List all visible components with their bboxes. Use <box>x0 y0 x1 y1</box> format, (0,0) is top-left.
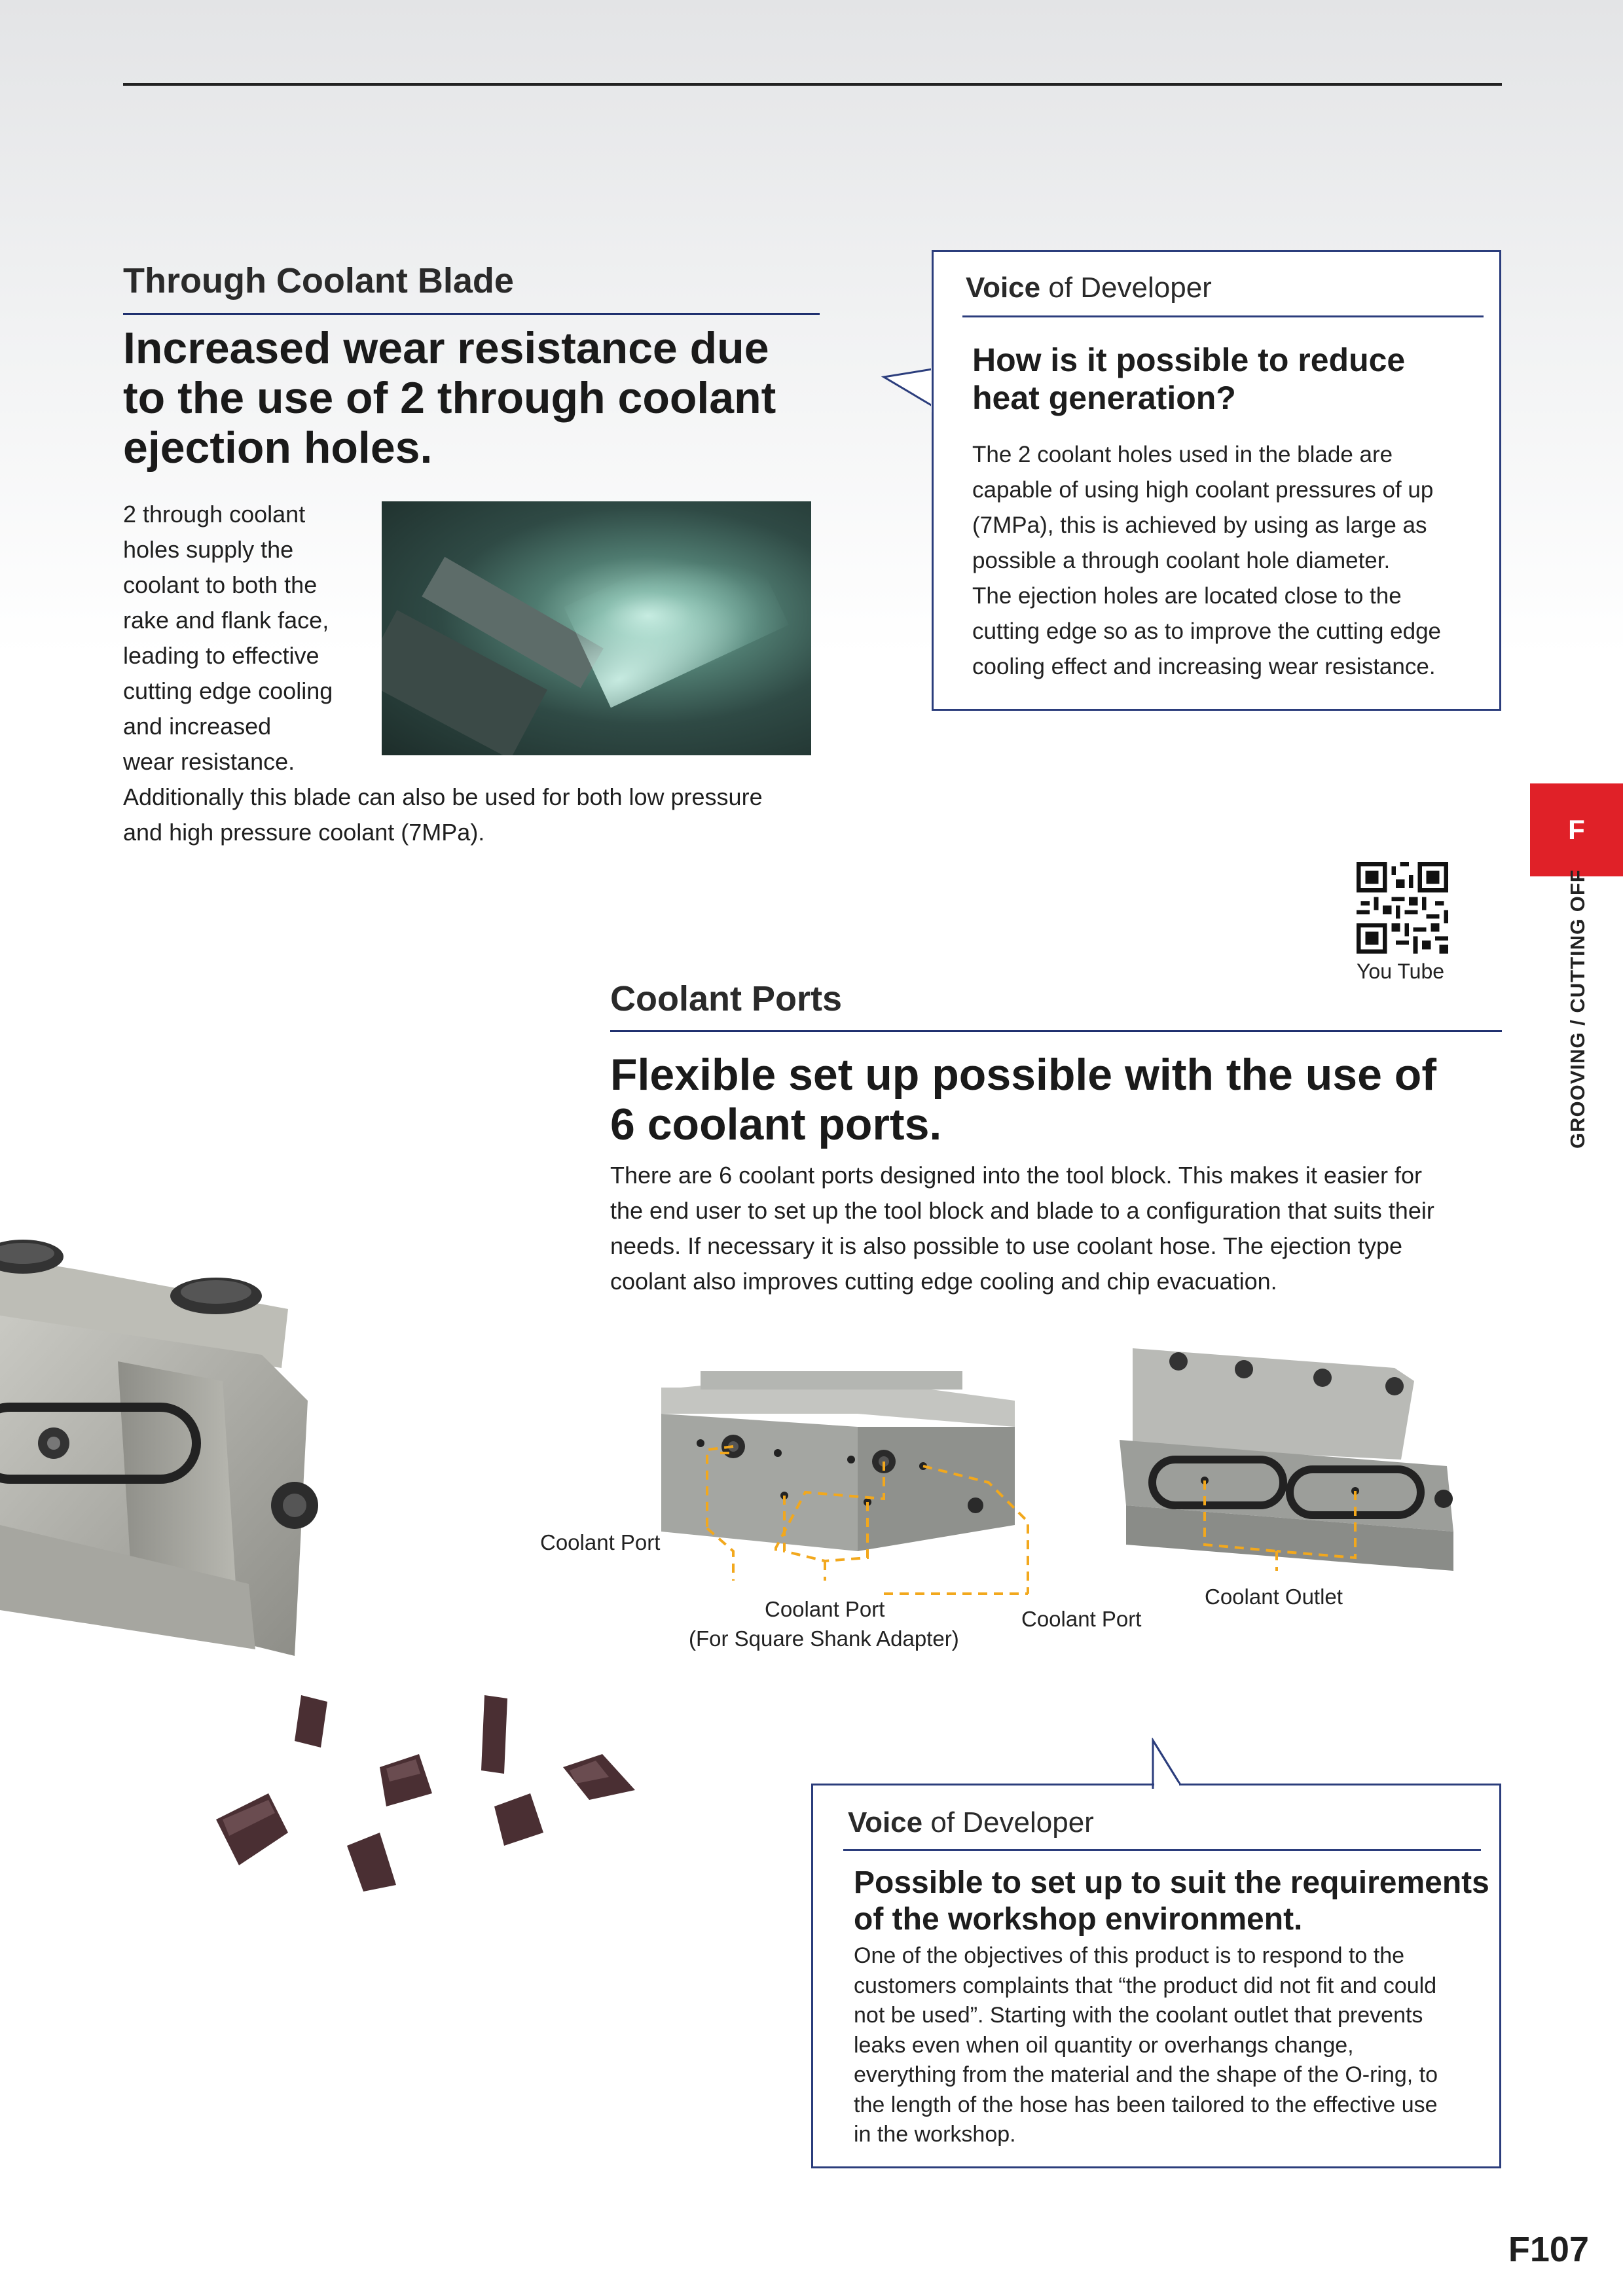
page-number: F107 <box>1508 2230 1589 2269</box>
answer-line: cutting edge so as to improve the cutting edge <box>972 619 1442 644</box>
through-coolant-headline <box>123 323 776 473</box>
body-line: cutting edge cooling <box>123 677 333 704</box>
answer-line: the length of the hose has been tailored to the effective use <box>854 2092 1438 2117</box>
voice-answer <box>854 1941 1438 2150</box>
headline-line: 6 coolant ports. <box>610 1100 942 1149</box>
voice-answer <box>972 437 1441 685</box>
coolant-ports-diagram <box>661 1335 1486 1623</box>
answer-line: capable of using high coolant pressures of up <box>972 477 1434 503</box>
voice-title: Voice of Developer <box>966 272 1212 304</box>
coolant-ports-heading: Coolant Ports <box>610 979 843 1018</box>
body-line: leading to effective <box>123 642 319 669</box>
body-line: and high pressure coolant (7MPa). <box>123 819 485 846</box>
answer-line: leaks even when oil quantity or overhangs change, <box>854 2032 1354 2058</box>
speech-pointer-left <box>881 367 934 425</box>
voice-rule <box>962 315 1484 317</box>
caption-coolant-port-right: Coolant Port <box>1021 1607 1142 1631</box>
voice-title: Voice of Developer <box>848 1806 1094 1839</box>
headline-line: Increased wear resistance due <box>123 323 769 373</box>
answer-line: The 2 coolant holes used in the blade are <box>972 442 1393 467</box>
coolant-ports-rule <box>610 1030 1502 1032</box>
body-line: rake and flank face, <box>123 607 329 634</box>
body-line: Additionally this blade can also be used for both low pressure <box>123 783 763 810</box>
answer-line: everything from the material and the shape of the O-ring, to <box>854 2062 1438 2087</box>
insert-tips-photo <box>177 1682 674 1898</box>
section-label: GROOVING / CUTTING OFF <box>1566 869 1589 1149</box>
coolant-ports-body <box>610 1158 1434 1299</box>
question-line: Possible to set up to suit the requirements <box>854 1865 1489 1900</box>
body-line: 2 through coolant <box>123 501 306 528</box>
body-line: coolant also improves cutting edge cooling and chip evacuation. <box>610 1268 1277 1295</box>
section-tab-f[interactable]: F <box>1530 783 1623 876</box>
tool-block-photo <box>0 1217 354 1676</box>
question-line: heat generation? <box>972 380 1236 416</box>
body-line: needs. If necessary it is also possible to use coolant hose. The ejection type <box>610 1232 1403 1259</box>
body-line: and increased <box>123 713 272 740</box>
caption-coolant-port-square-2: (For Square Shank Adapter) <box>689 1626 959 1651</box>
answer-line: in the workshop. <box>854 2122 1016 2147</box>
coolant-spray-photo <box>382 501 811 755</box>
coolant-ports-headline <box>610 1050 1436 1149</box>
answer-line: not be used”. Starting with the coolant outlet that prevents <box>854 2003 1423 2028</box>
question-line: of the workshop environment. <box>854 1902 1303 1937</box>
answer-line: One of the objectives of this product is to respond to the <box>854 1943 1405 1968</box>
voice-rule <box>843 1849 1481 1851</box>
voice-question <box>854 1865 1489 1938</box>
through-coolant-rule <box>123 313 820 315</box>
headline-line: ejection holes. <box>123 423 433 473</box>
top-rule <box>123 83 1502 86</box>
caption-coolant-port-square-1: Coolant Port <box>765 1597 885 1621</box>
qr-code[interactable] <box>1357 862 1448 954</box>
body-line: wear resistance. <box>123 748 295 775</box>
body-line: the end user to set up the tool block and blade to a configuration that suits their <box>610 1197 1434 1224</box>
headline-line: Flexible set up possible with the use of <box>610 1050 1436 1100</box>
caption-coolant-port-left: Coolant Port <box>540 1530 661 1554</box>
through-coolant-heading: Through Coolant Blade <box>123 261 514 300</box>
question-line: How is it possible to reduce <box>972 342 1406 378</box>
body-line: coolant to both the <box>123 571 318 598</box>
body-line: There are 6 coolant ports designed into the tool block. This makes it easier for <box>610 1162 1422 1189</box>
answer-line: The ejection holes are located close to the <box>972 583 1402 609</box>
qr-label: You Tube <box>1357 960 1445 983</box>
answer-line: cooling effect and increasing wear resistance. <box>972 654 1436 679</box>
answer-line: possible a through coolant hole diameter. <box>972 548 1391 573</box>
answer-line: (7MPa), this is achieved by using as large as <box>972 512 1427 538</box>
answer-line: customers complaints that “the product did not fit and could <box>854 1973 1437 1998</box>
headline-line: to the use of 2 through coolant <box>123 373 776 423</box>
caption-coolant-outlet: Coolant Outlet <box>1205 1585 1343 1609</box>
voice-question <box>972 341 1405 417</box>
body-line: holes supply the <box>123 536 294 563</box>
speech-pointer-up-overlay <box>1149 1738 1201 1790</box>
